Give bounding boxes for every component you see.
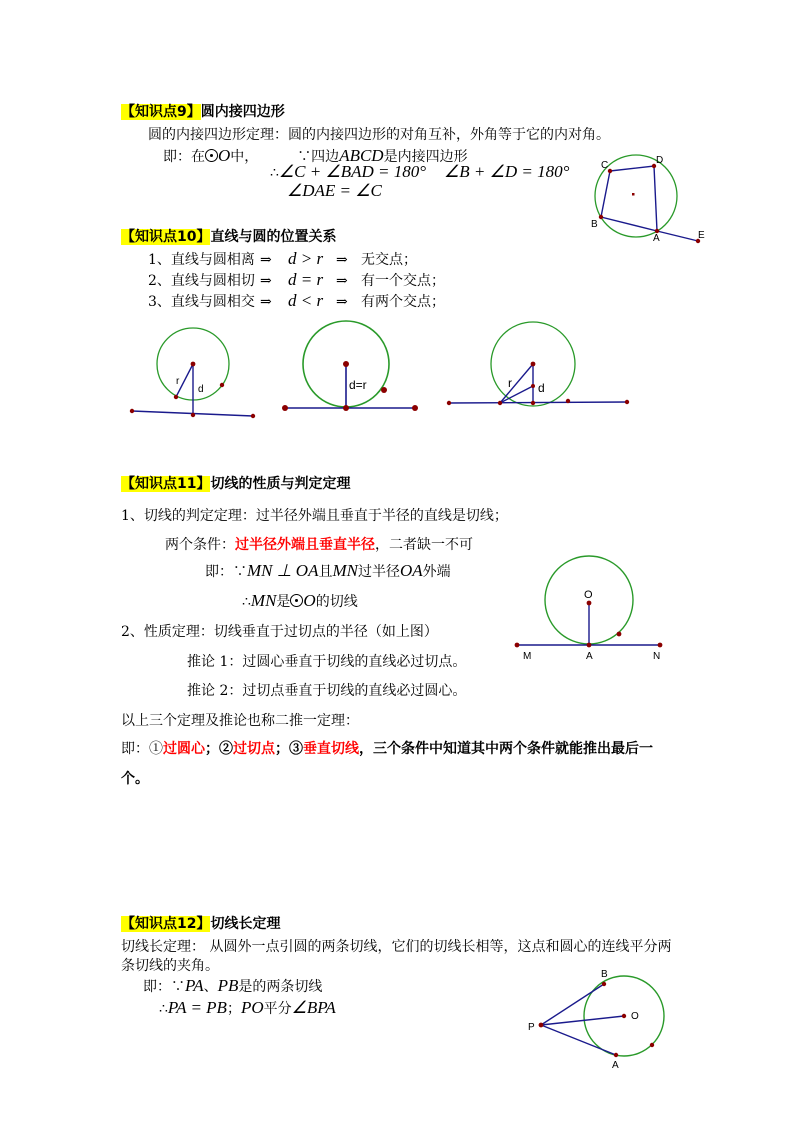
implies-symbol: ⇒: [336, 252, 348, 268]
two-tangents-text: 是的两条切线: [238, 979, 323, 995]
tangent-length-theorem-1: 切线长定理： 从圆外一点引圆的两条切线，它们的切线长相等，这点和圆心的连线平分两: [121, 939, 672, 955]
figure-tangent-length: [528, 969, 664, 1071]
fig11-label-n: N: [653, 651, 661, 662]
section10-tag: 【知识点10】: [121, 229, 211, 245]
fig10a-foot: [191, 413, 195, 417]
implies-symbol: ⇒: [336, 294, 348, 310]
fig11-label-m: M: [523, 651, 532, 662]
bisects-text: 平分: [263, 1001, 292, 1017]
tangent-length-ie: [143, 976, 322, 996]
fig11-center-o: [587, 601, 592, 606]
fig12-label-a: A: [612, 1060, 619, 1071]
three-conditions-line: [121, 738, 653, 758]
fig10a-line-left: [130, 409, 134, 413]
section9-title: 圆内接四边形: [200, 104, 285, 120]
qie-text: 且: [318, 564, 333, 580]
condition-perpendicular: 垂直切线: [303, 741, 359, 757]
fig12-point: [650, 1043, 654, 1047]
fig12-point-o: [622, 1014, 626, 1018]
tangent-text: 的切线: [315, 594, 358, 610]
fig10c-line: [449, 402, 627, 403]
conditions-prefix: 两个条件：: [165, 537, 235, 553]
fig10b-point: [381, 387, 387, 393]
fig9-point-b: [599, 215, 603, 219]
shi-text: 是: [276, 594, 291, 610]
fig9-label-b: B: [591, 219, 598, 230]
relation-label: 3、直线与圆相交: [148, 294, 255, 310]
fig10c-label-r: r: [508, 376, 512, 390]
fig11-point: [617, 632, 622, 637]
relation-condition: d = r: [288, 270, 324, 289]
dun-comma: 、: [203, 979, 218, 995]
judgement-theorem: 1、切线的判定定理：过半径外端且垂直于半径的直线是切线；: [121, 508, 508, 524]
fig9-quadrilateral: [601, 166, 657, 231]
relation-row-2: [148, 270, 445, 290]
fig10c-label-d: d: [538, 381, 545, 395]
fig10a-label-d: d: [198, 384, 204, 395]
ie-because: 即：∵: [143, 979, 185, 995]
section12-title: 切线长定理: [210, 916, 281, 932]
figure-line-circle-separate: [130, 328, 255, 418]
fig10c-foot: [531, 401, 535, 405]
fig10c-line-right: [625, 400, 629, 404]
implies-symbol: ⇒: [260, 294, 272, 310]
fig10c-intersect-right: [566, 399, 570, 403]
therefore-symbol: ∴: [242, 594, 251, 610]
relation-condition: d < r: [288, 291, 324, 310]
waiduan-text: 外端: [422, 564, 451, 580]
ie-prefix: 即：①: [121, 741, 163, 757]
two-conditions: [165, 534, 473, 554]
section9-tag: 【知识点9】: [121, 104, 201, 120]
inscribed-text: 是内接四边形: [383, 149, 468, 165]
fig10c-center: [531, 362, 536, 367]
guo-radius-text: 过半径: [357, 564, 400, 580]
fig12-label-p: P: [528, 1022, 535, 1033]
mn-label: MN: [250, 591, 277, 610]
fig12-point-a: [614, 1053, 618, 1057]
equation-b-d: ∠B + ∠D = 180°: [444, 162, 570, 181]
circle-dot-icon: [290, 594, 303, 607]
angle-bpa: ∠BPA: [291, 998, 336, 1017]
abcd-label: ABCD: [339, 146, 384, 165]
relation-label: 2、直线与圆相切: [148, 273, 255, 289]
circle-o-label: O: [303, 591, 316, 610]
fig10c-mid: [531, 384, 535, 388]
relation-result: 有一个交点；: [361, 273, 445, 289]
separator: ；②: [205, 741, 233, 757]
implies-symbol: ⇒: [260, 252, 272, 268]
ie-because: 即：∵: [205, 564, 247, 580]
property-theorem: 2、性质定理：切线垂直于过切点的半径（如上图）: [121, 624, 438, 640]
equation-dae: ∠DAE = ∠C: [287, 181, 382, 200]
fig11-label-o: O: [584, 589, 593, 601]
three-conditions-end: 个。: [121, 771, 149, 787]
fig10b-line-left: [282, 405, 288, 411]
fig12-label-b: B: [601, 969, 608, 980]
mn-perp-oa: MN ⊥ OA: [247, 561, 319, 580]
therefore-symbol: ∴: [270, 165, 279, 181]
fig10a-center: [191, 362, 196, 367]
implies-symbol: ⇒: [260, 273, 272, 289]
section12-heading: [121, 913, 280, 933]
figure-tangent-mn: [515, 556, 663, 662]
section10-title: 直线与圆的位置关系: [210, 229, 337, 245]
fig10a-label-r: r: [176, 376, 180, 387]
ie-prefix: 即：在: [163, 149, 205, 165]
separator: ；③: [275, 741, 303, 757]
corollary-1: 推论 1：过圆心垂直于切线的直线必过切点。: [187, 654, 467, 670]
condition-center: 过圆心: [163, 741, 205, 757]
circle-o-label: O: [218, 146, 231, 165]
relation-result: 无交点；: [361, 252, 417, 268]
summary-text: 以上三个定理及推论也称二推一定理：: [121, 713, 359, 729]
po-label: PO: [240, 998, 264, 1017]
semicolon: ；: [226, 1001, 241, 1017]
section11-heading: [121, 473, 350, 493]
pa-equals-pb: PA = PB: [167, 998, 227, 1017]
pa-label: PA: [185, 976, 204, 995]
fig12-point-b: [602, 982, 606, 986]
section10-heading: [121, 226, 336, 246]
fig12-tangent-pa: [541, 1025, 616, 1055]
fig11-label-a: A: [586, 651, 593, 662]
conditions-highlight: 过半径外端且垂直半径: [235, 537, 375, 553]
therefore-symbol: ∴: [159, 1001, 168, 1017]
zhong-text: 中，: [230, 149, 259, 165]
relation-row-1: [148, 249, 417, 269]
because-text: ∵四边: [297, 149, 340, 165]
fig12-point-p: [539, 1023, 544, 1028]
figure-line-circle-intersect: [447, 322, 629, 406]
tangent-length-theorem-2: 条切线的夹角。: [121, 958, 219, 974]
tangent-length-conclusion: [159, 998, 336, 1018]
relation-row-3: [148, 291, 445, 311]
fig12-label-o: O: [631, 1011, 639, 1022]
fig9-label-d: D: [656, 155, 664, 166]
fig10b-center: [343, 361, 349, 367]
equation-c-bad: ∠C + ∠BAD = 180°: [278, 162, 427, 181]
fig10b-label-dr: d=r: [349, 378, 367, 392]
fig9-extension-ae: [657, 231, 698, 241]
fig9-label-e: E: [698, 230, 705, 241]
condition-tangent-point: 过切点: [233, 741, 275, 757]
corollary-2: 推论 2：过切点垂直于切线的直线必过圆心。: [187, 683, 467, 699]
conditions-tail: ，三个条件中知道其中两个条件就能推出最后一: [359, 741, 653, 757]
pb-label: PB: [217, 976, 239, 995]
section11-tag: 【知识点11】: [121, 476, 211, 492]
relation-condition: d > r: [288, 249, 324, 268]
conditions-suffix: ，二者缺一不可: [375, 537, 473, 553]
relation-result: 有两个交点；: [361, 294, 445, 310]
fig10c-intersect-left: [498, 401, 502, 405]
fig10a-point: [220, 383, 224, 387]
fig11-point-a: [587, 643, 592, 648]
fig10c-radius-r: [500, 364, 533, 403]
section9-theorem: 圆的内接四边形定理：圆的内接四边形的对角互补，外角等于它的内对角。: [148, 127, 610, 143]
fig10c-line-left: [447, 401, 451, 405]
fig11-point-n: [658, 643, 663, 648]
fig9-label-a: A: [653, 233, 660, 244]
relation-label: 1、直线与圆相离: [148, 252, 255, 268]
fig9-label-c: C: [601, 160, 609, 171]
fig10a-line-right: [251, 414, 255, 418]
figure-line-circle-tangent: [282, 321, 418, 411]
section12-tag: 【知识点12】: [121, 916, 211, 932]
implies-symbol: ⇒: [336, 273, 348, 289]
fig10b-tangent-point: [343, 405, 349, 411]
fig10b-line-right: [412, 405, 418, 411]
judgement-ie-line: [205, 561, 451, 581]
fig9-point-c: [608, 169, 612, 173]
oa-label: OA: [399, 561, 423, 580]
section11-title: 切线的性质与判定定理: [210, 476, 351, 492]
fig10a-radius-end: [174, 395, 178, 399]
mn-label: MN: [332, 561, 358, 580]
figure-inscribed-quadrilateral: [591, 155, 705, 244]
fig11-point-m: [515, 643, 520, 648]
judgement-conclusion: [242, 591, 358, 611]
fig9-center: [632, 193, 635, 196]
